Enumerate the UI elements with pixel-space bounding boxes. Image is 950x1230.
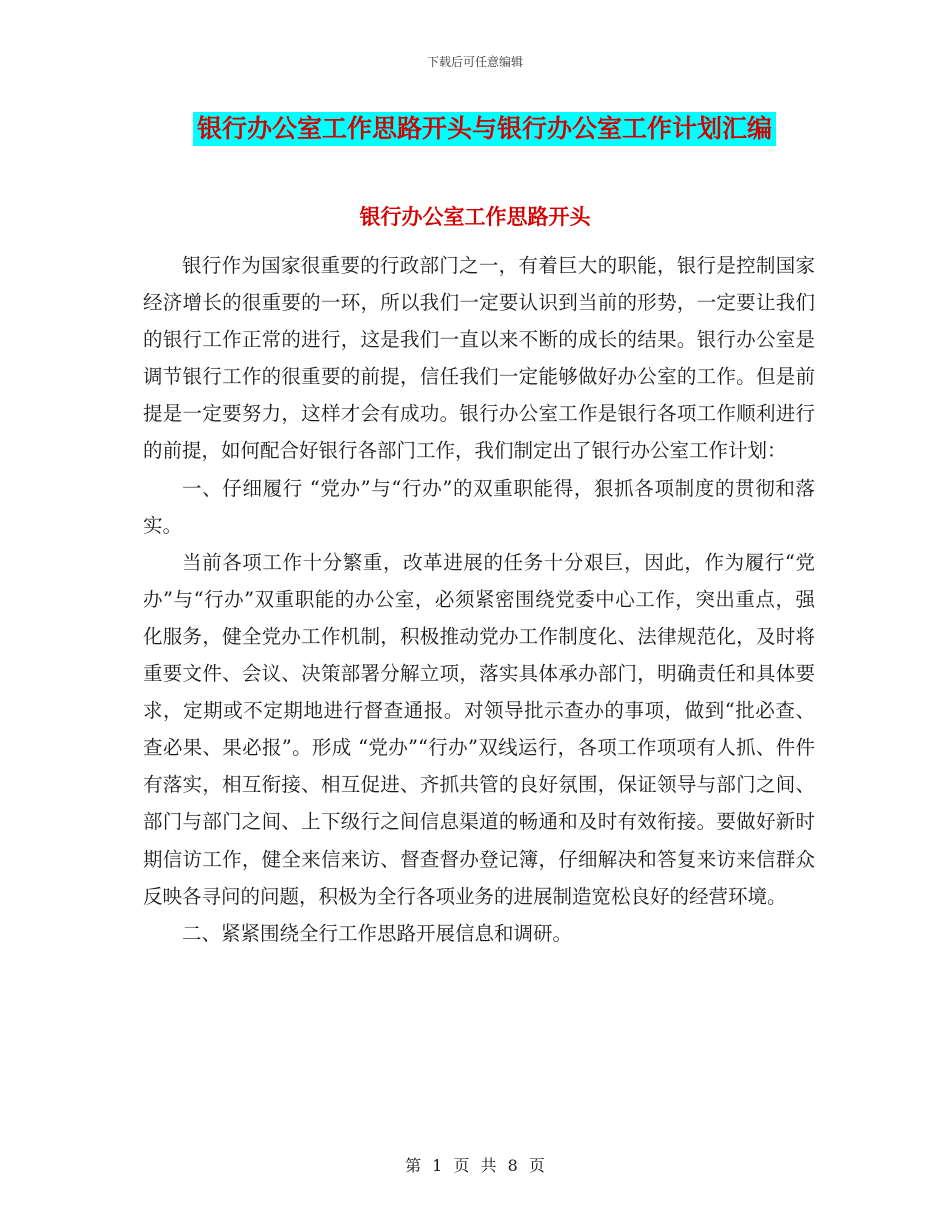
paragraph-heading-2: 二、紧紧围绕全行工作思路开展信息和调研。 xyxy=(182,921,573,945)
section-title: 银行办公室工作思路开头 xyxy=(359,204,591,229)
paragraph-heading-1: 一、仔细履行 “党办”与“行办”的双重职能得，狠抓各项制度的贯彻和落实。 xyxy=(143,476,815,537)
paragraph-intro: 银行作为国家很重要的行政部门之一，有着巨大的职能，银行是控制国家经济增长的很重要的一环，所以我们一定要认识到当前的形势，一定要让我们的银行工作正常的进行，这是我们一直以来不断的成长的结果。银行办公室是调节银行工作的很重要的前提，信任我们一定能够做好办公室的工作。但是前提是一定要努力，这样才会有成功。银行办公室工作是银行各项工作顺利进行的前提，如何配合好银行各部门工作，我们制定出了银行办公室工作计划： xyxy=(143,254,815,463)
header-note: 下载后可任意编辑 xyxy=(426,55,523,69)
body-text xyxy=(143,247,815,952)
paragraph-detail-1: 当前各项工作十分繁重，改革进展的任务十分艰巨，因此，作为履行“党办”与“行办”双重职能的办公室，必须紧密围绕党委中心工作，突出重点，强化服务，健全党办工作机制，积极推动党办工作制度化、法律规范化，及时将重要文件、会议、决策部署分解立项，落实具体承办部门，明确责任和具体要求，定期或不定期地进行督查通报。对领导批示查办的事项，做到“批必查、查必果、果必报”。形成 “党办”“行办”双线运行，各项工作项项有人抓、件件有落实，相互衔接、相互促进、齐抓共管的良好氛围，保证领导与部门之间、部门与部门之间、上下级行之间信息渠道的畅通和及时有效衔接。要做好新时期信访工作，健全来信来访、督查督办登记簿，仔细解决和答复来访来信群众反映各寻问的问题，积极为全行各项业务的进展制造宽松良好的经营环境。 xyxy=(143,550,815,908)
page-footer: 第 1 页 共 8 页 xyxy=(405,1156,545,1175)
document-title: 银行办公室工作思路开头与银行办公室工作计划汇编 xyxy=(193,112,776,146)
